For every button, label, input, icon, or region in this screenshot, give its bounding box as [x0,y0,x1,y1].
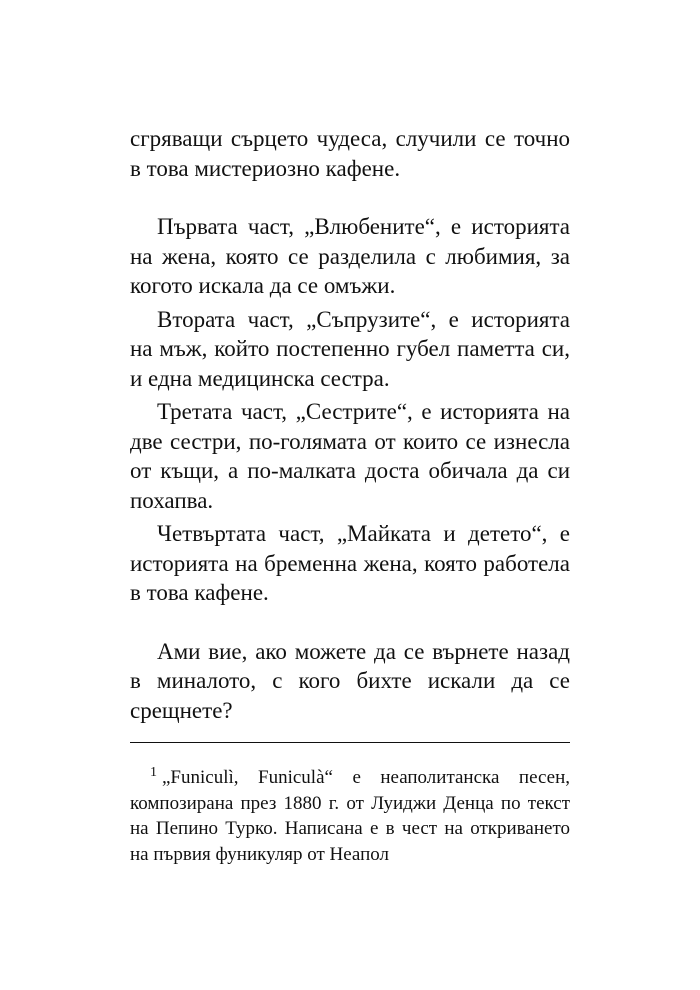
paragraph-part-three: Третата част, „Сестрите“, е историята на две сестри, по-голямата от които се изнесла от къщи, а по-малката доста обичала да си похапва. [130,399,570,513]
footnote-text: „Funiculì, Funiculà“ е неаполитанска песен, композирана през 1880 г. от Луиджи Денца по текст на Пепино Турко. Написана е в чест на откриването на първия фуникуляр от Неапол [130,767,570,865]
footnote-divider [130,742,570,743]
footnote-marker: 1 [150,764,157,780]
page-body [130,124,570,725]
footnote [130,765,570,867]
paragraph-part-four: Четвъртата част, „Майката и детето“, е историята на бременна жена, която работела в това кафене. [130,521,570,605]
paragraph-part-two: Втората част, „Съпрузите“, е историята на мъж, който постепенно губел паметта си, и една медицинска сестра. [130,306,570,391]
paragraph-part-one: Първата част, „Влюбените“, е историята на жена, която се разделила с любимия, за когото искала да се омъжи. [130,214,570,298]
paragraph-intro-continuation: сгряващи сърцето чудеса, случили се точно в това мистериозно кафене. [130,126,570,181]
paragraph-question: Ами вие, ако можете да се върнете назад в миналото, с кого бихте искали да се срещнете? [130,638,570,723]
